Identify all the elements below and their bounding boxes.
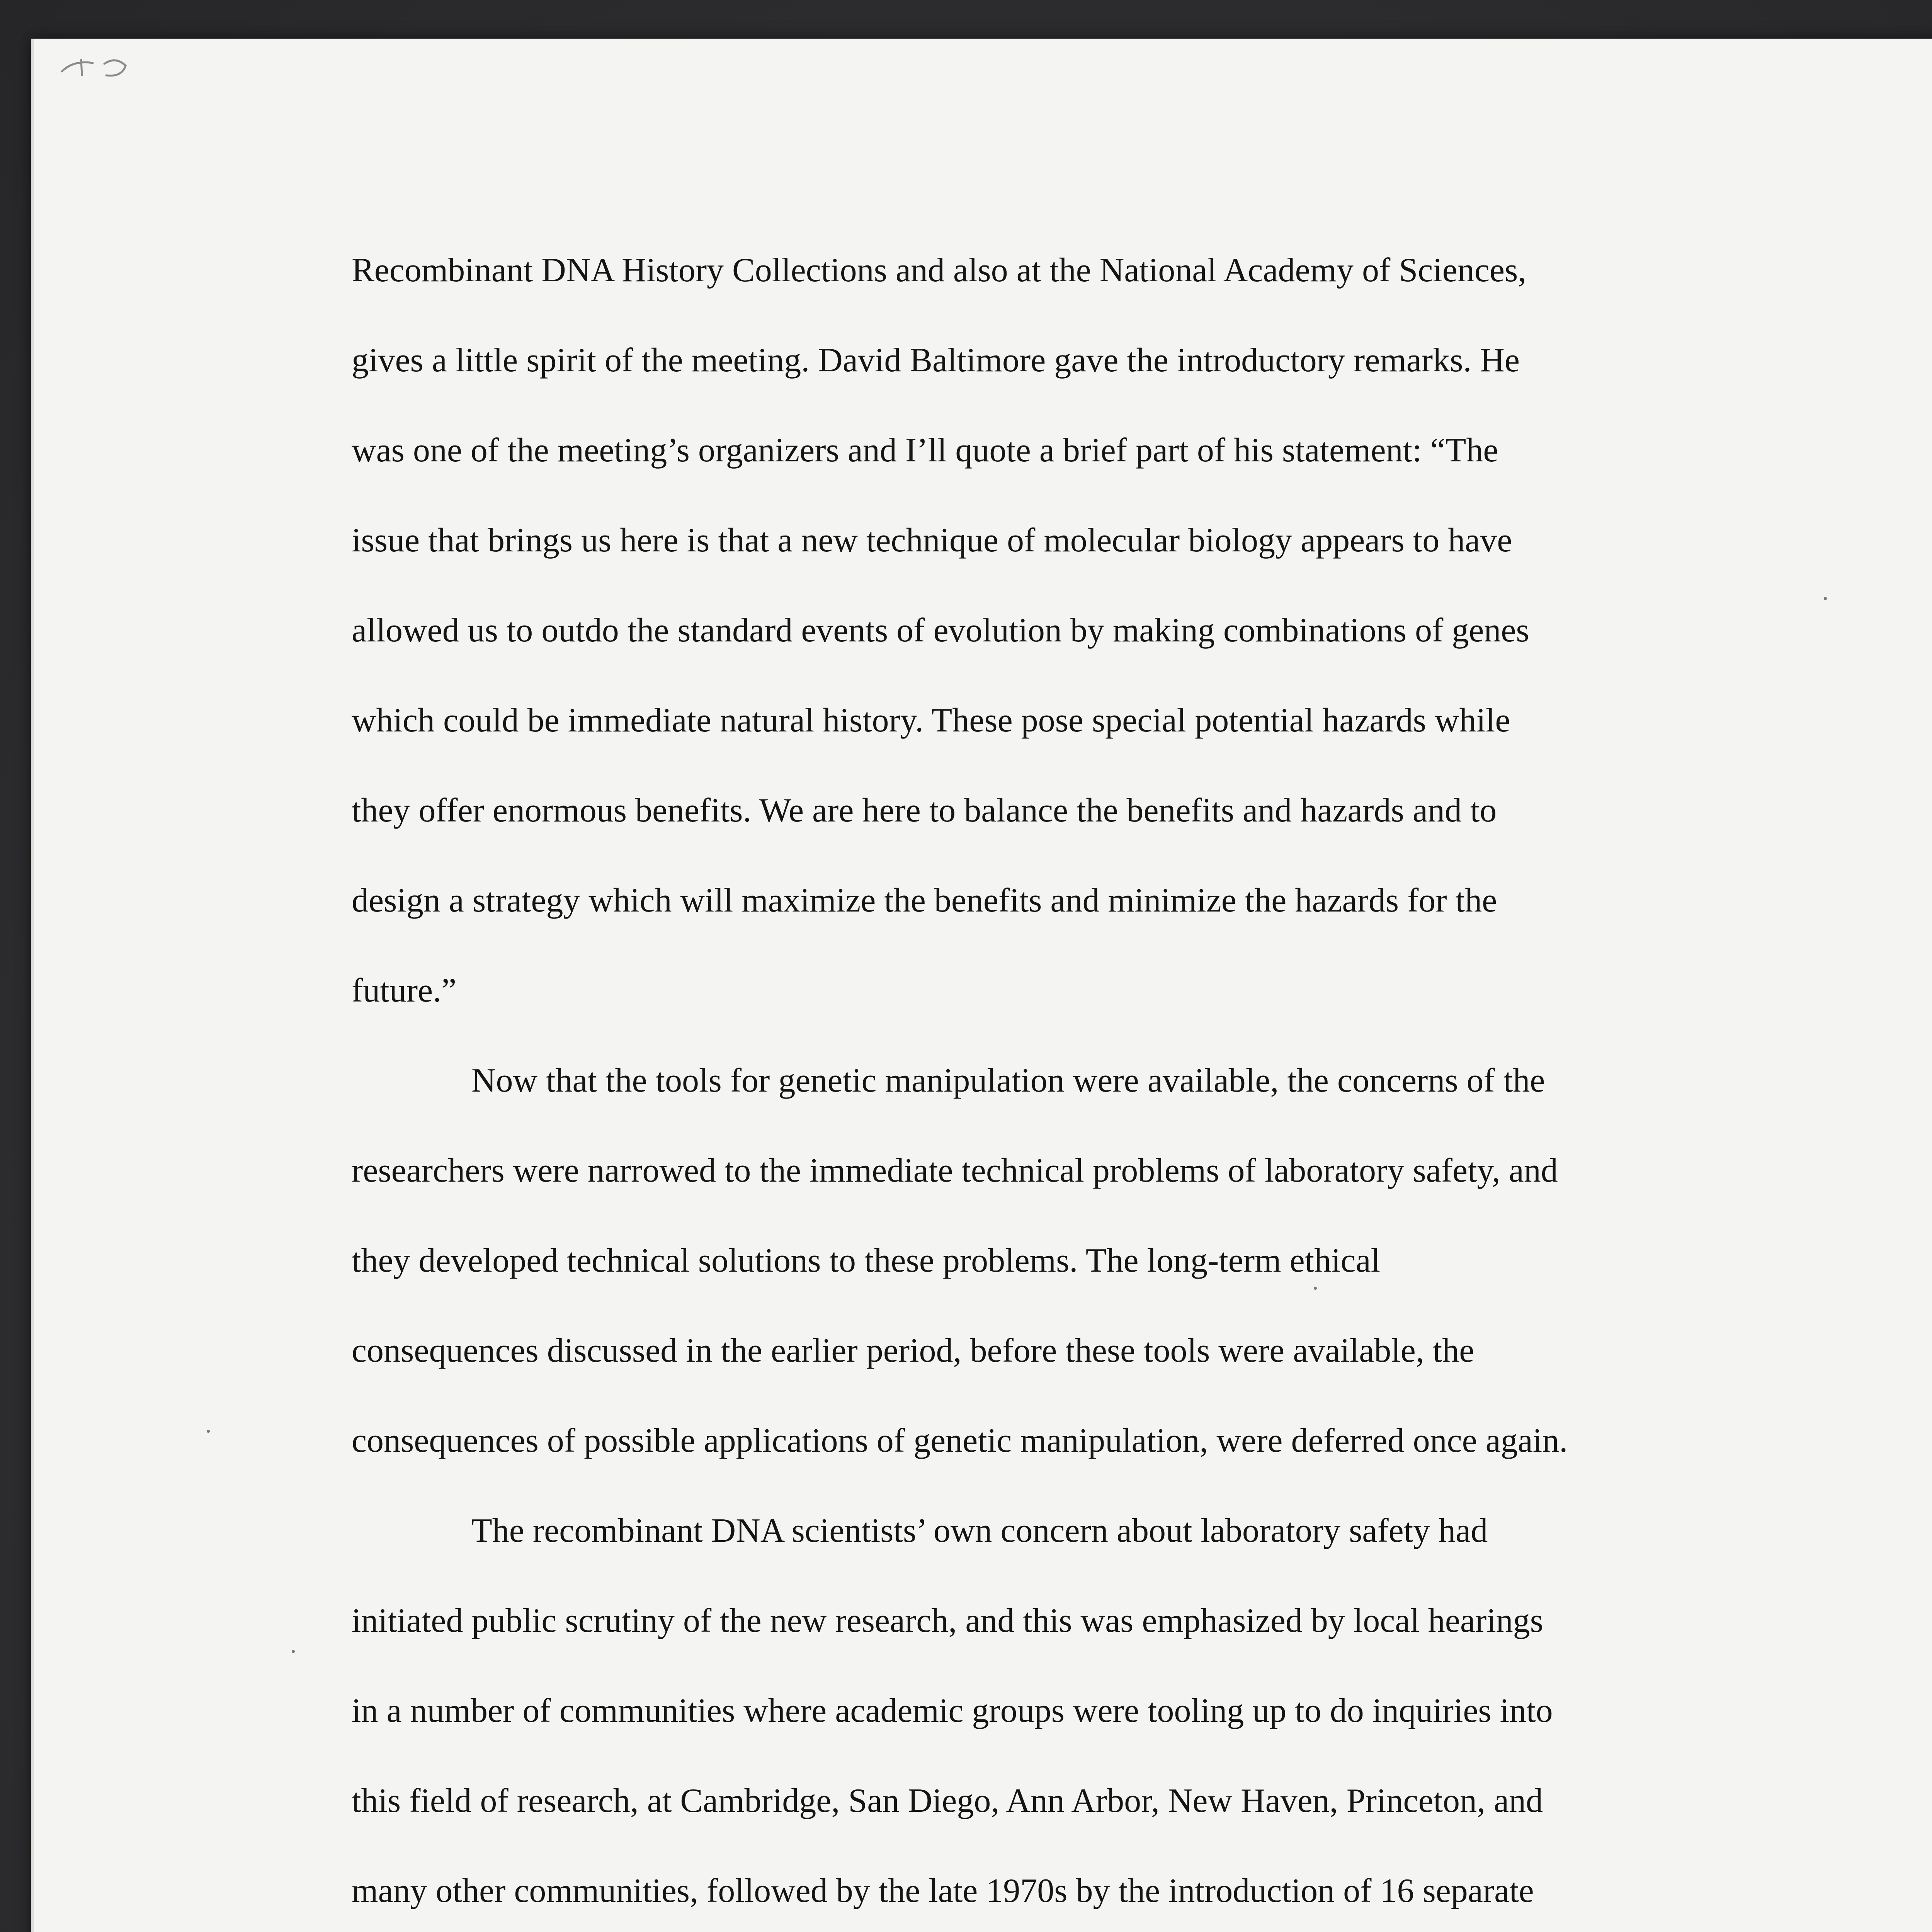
text-line: consequences discussed in the earlier period, before these tools were available, the [352,1332,1475,1369]
text-line: researchers were narrowed to the immediate technical problems of laboratory safety, and [352,1152,1558,1189]
text-line: The recombinant DNA scientists’ own concern about laboratory safety had [471,1512,1488,1549]
handwritten-corner-mark [58,48,151,83]
text-line: future.” [352,972,457,1009]
text-line: was one of the meeting’s organizers and I’ll quote a brief part of his statement: “The [352,432,1498,469]
text-line: Now that the tools for genetic manipulation were available, the concerns of the [471,1062,1545,1099]
text-line: allowed us to outdo the standard events of evolution by making combinations of genes [352,612,1529,649]
text-line: Recombinant DNA History Collections and also at the National Academy of Sciences, [352,252,1527,289]
text-line: in a number of communities where academic groups were tooling up to do inquiries into [352,1692,1553,1730]
text-line: initiated public scrutiny of the new research, and this was emphasized by local hearings [352,1602,1543,1639]
dust-speck [1824,597,1827,600]
text-line: this field of research, at Cambridge, San Diego, Ann Arbor, New Haven, Princeton, and [352,1782,1543,1820]
text-line: issue that brings us here is that a new technique of molecular biology appears to have [352,522,1512,559]
document-page [31,39,1932,1932]
dust-speck [292,1650,295,1653]
text-line: they offer enormous benefits. We are here to balance the benefits and hazards and to [352,792,1497,829]
text-line: gives a little spirit of the meeting. David Baltimore gave the introductory remarks. He [352,342,1520,379]
dust-speck [1314,1287,1317,1290]
text-line: which could be immediate natural history. These pose special potential hazards while [352,702,1510,739]
text-line: consequences of possible applications of genetic manipulation, were deferred once again. [352,1422,1568,1459]
text-line: many other communities, followed by the late 1970s by the introduction of 16 separate [352,1872,1534,1910]
dust-speck [207,1430,210,1433]
text-line: they developed technical solutions to these problems. The long-term ethical [352,1242,1381,1279]
text-line: design a strategy which will maximize the benefits and minimize the hazards for the [352,882,1497,919]
